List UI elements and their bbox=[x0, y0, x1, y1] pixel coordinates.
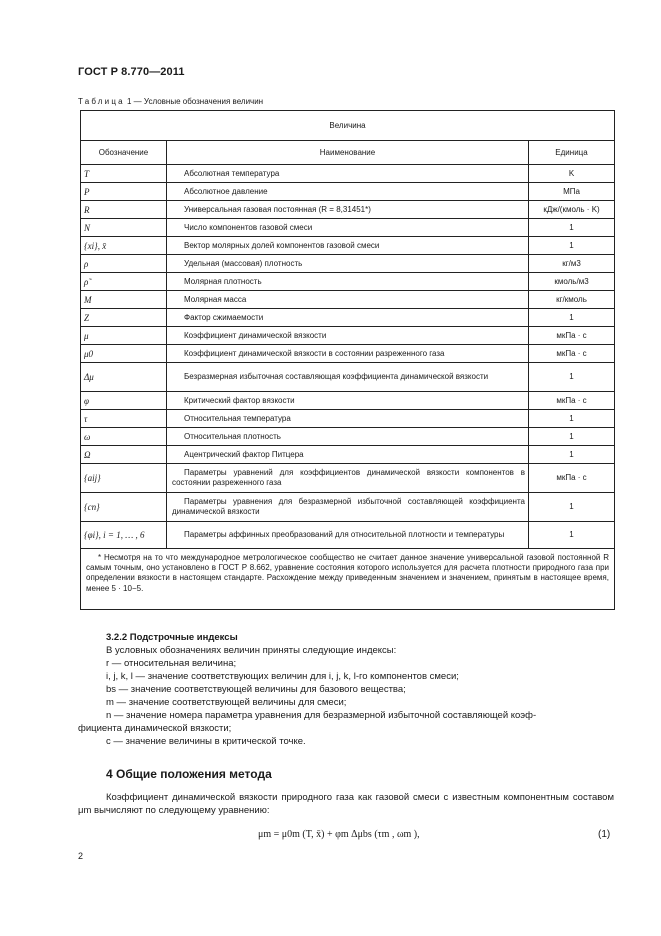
row-name: Универсальная газовая постоянная (R = 8,31451*) bbox=[167, 201, 529, 219]
table-caption-rest: 1 — Условные обозначения величин bbox=[124, 97, 264, 106]
row-symbol: μ bbox=[81, 327, 167, 345]
row-unit: МПа bbox=[529, 183, 615, 201]
row-name: Ацентрический фактор Питцера bbox=[167, 446, 529, 464]
table-caption bbox=[78, 97, 263, 106]
section-4-body bbox=[78, 791, 614, 817]
table-footnote: * Несмотря на то что международное метрологическое сообщество не считает данное значение универсальной газовой постоянной R самым точным, оно установлено в ГОСТ Р 8.662, уравнение состояния которого используется для расчета плотности природного газа при определении вязкости в настоящем стандарте. Расхождение между приведенным значением и значением, принятым в настоящее время, менее 5 · 10−5. bbox=[81, 549, 615, 610]
row-name: Параметры уравнений для коэффициентов динамической вязкости компонентов в состоянии разреженного газа bbox=[167, 464, 529, 493]
table-row bbox=[81, 392, 615, 410]
row-name: Абсолютная температура bbox=[167, 165, 529, 183]
table-row bbox=[81, 410, 615, 428]
row-symbol: {φi}, i = 1, … , 6 bbox=[81, 522, 167, 549]
section-4-heading: 4 Общие положения метода bbox=[106, 767, 272, 781]
row-name: Абсолютное давление bbox=[167, 183, 529, 201]
row-symbol: P bbox=[81, 183, 167, 201]
row-symbol: R bbox=[81, 201, 167, 219]
table-row bbox=[81, 255, 615, 273]
row-symbol: T bbox=[81, 165, 167, 183]
row-unit: 1 bbox=[529, 309, 615, 327]
row-symbol: Z bbox=[81, 309, 167, 327]
list-item: bs — значение соответствующей величины для базового вещества; bbox=[106, 684, 406, 695]
row-name: Безразмерная избыточная составляющая коэффициента динамической вязкости bbox=[167, 363, 529, 392]
row-unit: кмоль/м3 bbox=[529, 273, 615, 291]
table-row bbox=[81, 183, 615, 201]
row-unit: 1 bbox=[529, 237, 615, 255]
table-caption-word: Таблица bbox=[78, 97, 125, 106]
row-symbol: M bbox=[81, 291, 167, 309]
row-name: Параметры уравнения для безразмерной избыточной составляющей коэффициента динамической вязкости bbox=[167, 493, 529, 522]
row-unit: кг/кмоль bbox=[529, 291, 615, 309]
row-name: Относительная плотность bbox=[167, 428, 529, 446]
row-unit: кДж/(кмоль · K) bbox=[529, 201, 615, 219]
row-symbol: τ bbox=[81, 410, 167, 428]
table-row bbox=[81, 522, 615, 549]
table-row bbox=[81, 327, 615, 345]
row-symbol: Δμ bbox=[81, 363, 167, 392]
page-number: 2 bbox=[78, 851, 84, 861]
row-unit: 1 bbox=[529, 410, 615, 428]
table-row bbox=[81, 291, 615, 309]
table-row bbox=[81, 493, 615, 522]
row-name: Число компонентов газовой смеси bbox=[167, 219, 529, 237]
row-symbol: φ bbox=[81, 392, 167, 410]
row-symbol: {xi}, x̄ bbox=[81, 237, 167, 255]
row-name: Коэффициент динамической вязкости bbox=[167, 327, 529, 345]
list-item: i, j, k, l — значение соответствующих величин для i, j, k, l-го компонентов смеси; bbox=[106, 671, 459, 682]
row-unit: 1 bbox=[529, 493, 615, 522]
list-item: c — значение величины в критической точке. bbox=[106, 736, 306, 747]
col-header-symbol: Обозначение bbox=[81, 141, 167, 165]
section-paragraph: Коэффициент динамической вязкости природного газа как газовой смеси с известным компонентным составом μm вычисляют по следующему уравнению: bbox=[78, 792, 614, 816]
table-row bbox=[81, 446, 615, 464]
section-intro: В условных обозначениях величин приняты следующие индексы: bbox=[106, 645, 397, 656]
table-row bbox=[81, 363, 615, 392]
table-group-header: Величина bbox=[81, 111, 615, 141]
row-unit: кг/м3 bbox=[529, 255, 615, 273]
row-name: Молярная масса bbox=[167, 291, 529, 309]
section-title: 3.2.2 Подстрочные индексы bbox=[106, 632, 238, 643]
row-unit: K bbox=[529, 165, 615, 183]
row-symbol: ρ̃ bbox=[81, 273, 167, 291]
row-name: Коэффициент динамической вязкости в состоянии разреженного газа bbox=[167, 345, 529, 363]
table-row bbox=[81, 165, 615, 183]
symbols-table bbox=[80, 110, 615, 610]
row-symbol: {cn} bbox=[81, 493, 167, 522]
list-item: n — значение номера параметра уравнения для безразмерной избыточной составляющей коэф- bbox=[106, 710, 537, 721]
table-row bbox=[81, 273, 615, 291]
list-item: m — значение соответствующей величины для смеси; bbox=[106, 697, 347, 708]
row-symbol: ω bbox=[81, 428, 167, 446]
row-unit: мкПа · с bbox=[529, 345, 615, 363]
col-header-name: Наименование bbox=[167, 141, 529, 165]
row-unit: 1 bbox=[529, 363, 615, 392]
table-row bbox=[81, 201, 615, 219]
row-unit: мкПа · с bbox=[529, 392, 615, 410]
row-symbol: Ω bbox=[81, 446, 167, 464]
table-row bbox=[81, 237, 615, 255]
row-unit: мкПа · с bbox=[529, 464, 615, 493]
row-symbol: μ0 bbox=[81, 345, 167, 363]
row-symbol: ρ bbox=[81, 255, 167, 273]
table-row bbox=[81, 464, 615, 493]
row-symbol: {aij} bbox=[81, 464, 167, 493]
section-3-2-2 bbox=[78, 631, 614, 748]
col-header-unit: Единица bbox=[529, 141, 615, 165]
equation-1: μm = μ0m (T, x̄) + φm Δμbs (τm , ωm ), bbox=[258, 829, 420, 840]
row-unit: 1 bbox=[529, 428, 615, 446]
document-header: ГОСТ Р 8.770—2011 bbox=[78, 66, 185, 78]
table-row bbox=[81, 309, 615, 327]
row-unit: 1 bbox=[529, 446, 615, 464]
row-name: Вектор молярных долей компонентов газовой смеси bbox=[167, 237, 529, 255]
equation-number: (1) bbox=[598, 829, 611, 840]
row-name: Молярная плотность bbox=[167, 273, 529, 291]
row-unit: 1 bbox=[529, 522, 615, 549]
list-item: r — относительная величина; bbox=[106, 658, 237, 669]
row-unit: мкПа · с bbox=[529, 327, 615, 345]
table-row bbox=[81, 219, 615, 237]
row-name: Относительная температура bbox=[167, 410, 529, 428]
list-item-continuation: фициента динамической вязкости; bbox=[78, 723, 232, 734]
row-name: Фактор сжимаемости bbox=[167, 309, 529, 327]
row-symbol: N bbox=[81, 219, 167, 237]
row-name: Критический фактор вязкости bbox=[167, 392, 529, 410]
table-row bbox=[81, 428, 615, 446]
table-row bbox=[81, 345, 615, 363]
row-name: Параметры аффинных преобразований для относительной плотности и температуры bbox=[167, 522, 529, 549]
row-name: Удельная (массовая) плотность bbox=[167, 255, 529, 273]
row-unit: 1 bbox=[529, 219, 615, 237]
